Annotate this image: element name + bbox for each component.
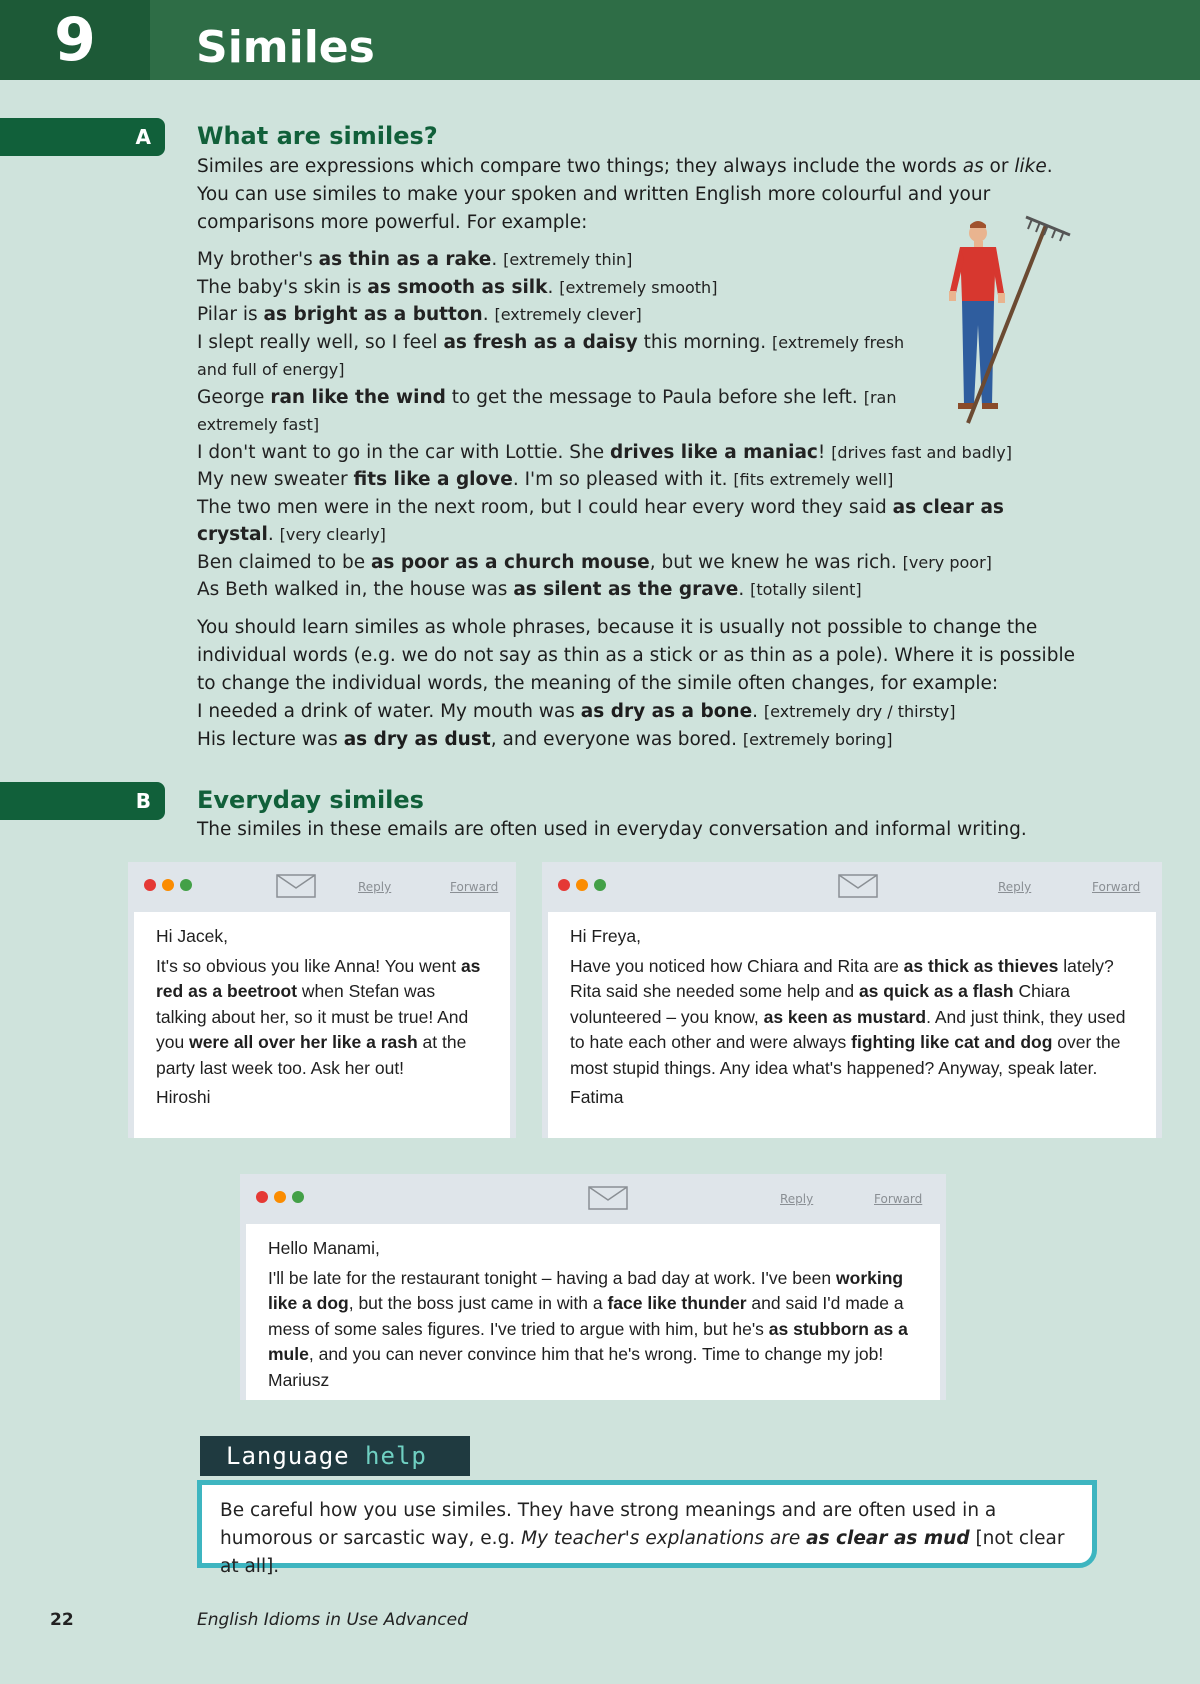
help-word: help [365,1442,427,1470]
example-line: Ben claimed to be as poor as a church mouse, but we knew he was rich. [very poor] [197,551,992,573]
email-text: It's so obvious you like Anna! You went as red as a beetroot when Stefan was talking about her, so it must be true! And you were all over her like a rash at the party last week too. Ask her out! [156,955,481,1078]
dry-example-1: I needed a drink of water. My mouth was as dry as a bone. [extremely dry / thirsty] [197,701,956,722]
section-a-intro: Similes are expressions which compare two things; they always include the words as or like. You can use similes to make your spoken and written English more colourful and your comparisons more powerful. For example: [197,156,1053,233]
email-body [134,912,510,1138]
example-line: George ran like the wind to get the message to Paula before she left. [ran extremely fast] [197,386,897,434]
email-greeting: Hi Jacek, [156,926,228,946]
section-b-heading: Everyday similes [197,786,424,814]
section-b-letter: B [135,789,151,813]
example-line: I don't want to go in the car with Lottie. She drives like a maniac! [drives fast and badly] [197,441,1012,463]
envelope-icon [276,874,316,898]
section-a-tab [0,118,165,156]
section-a-heading: What are similes? [197,122,438,150]
page-title: Similes [196,22,375,73]
email-window-freya [542,862,1162,1138]
email-body [246,1224,940,1400]
maximize-dot-icon[interactable] [180,879,192,891]
reply-link[interactable]: Reply [780,1192,814,1206]
forward-link[interactable]: Forward [874,1192,923,1206]
example-line: My new sweater fits like a glove. I'm so pleased with it. [fits extremely well] [197,469,894,490]
maximize-dot-icon[interactable] [594,879,606,891]
window-controls [256,1188,310,1207]
email-toolbar [542,862,1162,912]
reply-link[interactable]: Reply [358,880,392,894]
window-controls [144,876,198,895]
forward-link[interactable]: Forward [450,880,499,894]
close-dot-icon[interactable] [558,879,570,891]
unit-header [0,0,1200,80]
section-b-intro: The similes in these emails are often used in everyday conversation and informal writing. [197,819,1027,840]
book-title: English Idioms in Use Advanced [197,1610,468,1630]
reply-link[interactable]: Reply [998,880,1032,894]
email-window-jacek [128,862,516,1138]
minimize-dot-icon[interactable] [576,879,588,891]
maximize-dot-icon[interactable] [292,1191,304,1203]
email-text: I'll be late for the restaurant tonight – having a bad day at work. I've been working like a dog, but the boss just came in with a face like thunder and said I'd made a mess of some sales figures. I've tried to argue with him, but he's as stubborn as a mule, and you can never convince him that he's wrong. Time to change my job! Mariusz [268,1267,908,1390]
page-number: 22 [50,1610,74,1630]
example-line: My brother's as thin as a rake. [extremely thin] [197,249,633,270]
email-body [548,912,1156,1138]
thin-man-rake-illustration [940,215,1140,425]
man-icon [949,221,1005,409]
forward-link[interactable]: Forward [1092,880,1141,894]
email-greeting: Hello Manami, [268,1238,380,1258]
email-greeting: Hi Freya, [570,926,641,946]
minimize-dot-icon[interactable] [274,1191,286,1203]
close-dot-icon[interactable] [256,1191,268,1203]
example-line: As Beth walked in, the house was as silent as the grave. [totally silent] [197,579,862,600]
section-b-tab [0,782,165,820]
example-line: The two men were in the next room, but I could hear every word they said as clear as crystal. [very clearly] [197,496,1004,545]
window-controls [558,876,612,895]
language-help-label [200,1436,470,1476]
example-line: The baby's skin is as smooth as silk. [extremely smooth] [197,276,718,298]
dry-example-2: His lecture was as dry as dust, and everyone was bored. [extremely boring] [197,729,893,750]
unit-number: 9 [0,0,150,80]
language-help-word: Language [226,1442,350,1470]
email-toolbar [240,1174,946,1224]
email-window-manami [240,1174,946,1400]
example-line: Pilar is as bright as a button. [extremely clever] [197,304,642,325]
example-line: I slept really well, so I feel as fresh as a daisy this morning. [extremely fresh and full of energy] [197,331,905,379]
email-text: Have you noticed how Chiara and Rita are as thick as thieves lately? Rita said she needed some help and as quick as a flash Chiara volunteered – you know, as keen as mustard. And just think, they used to hate each other and were always fighting like cat and dog over the most stupid things. Any idea what's happened? Anyway, speak later. [570,955,1126,1078]
email-signoff: Fatima [570,1087,624,1107]
envelope-icon [838,874,878,898]
envelope-icon [588,1186,628,1210]
email-signoff: Hiroshi [156,1087,211,1107]
language-help-box: Be careful how you use similes. They have strong meanings and are often used in a humorous or sarcastic way, e.g. My teacher's explanations are as clear as mud [not clear at all]. [197,1480,1097,1568]
learn-paragraph: You should learn similes as whole phrases, because it is usually not possible to change the individual words (e.g. we do not say as thin as a stick or as thin as a pole). Where it is possible to change the individual words, the meaning of the simile often changes, for example: [197,617,1075,694]
close-dot-icon[interactable] [144,879,156,891]
email-toolbar [128,862,516,912]
minimize-dot-icon[interactable] [162,879,174,891]
section-a-letter: A [135,125,151,149]
